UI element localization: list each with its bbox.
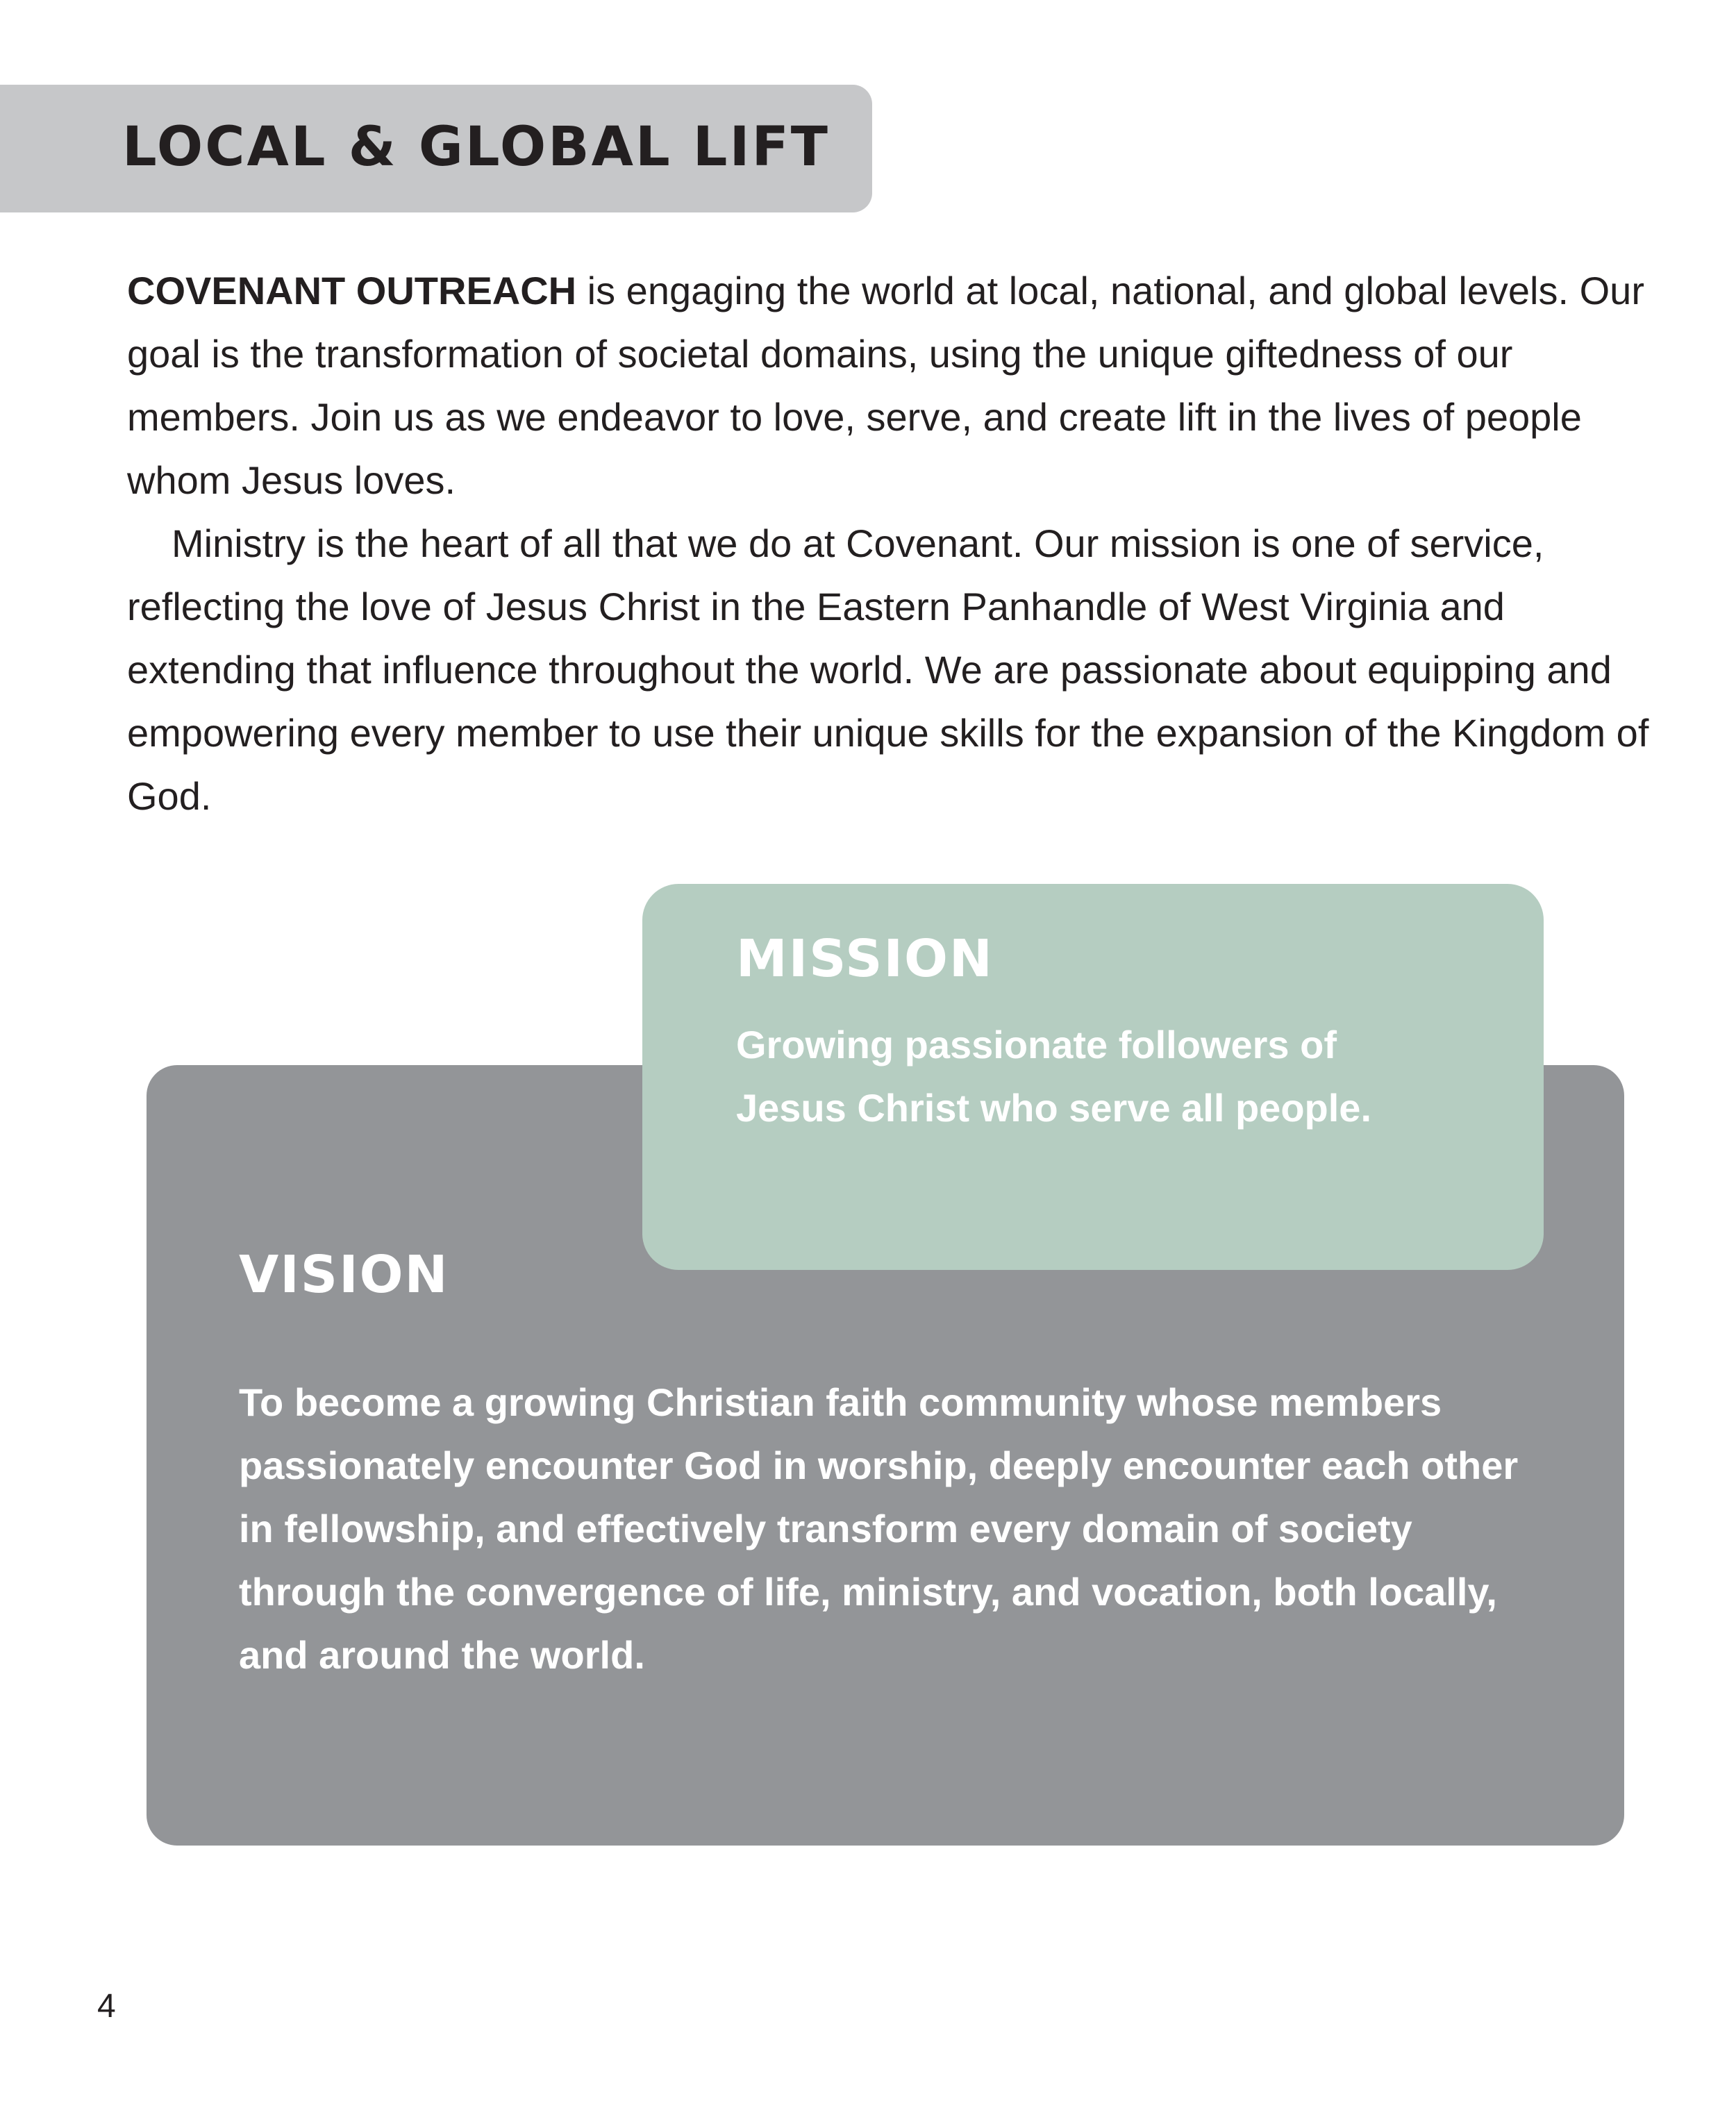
- intro-text: [127, 259, 1676, 828]
- vision-text: To become a growing Christian faith community whose members passionately encounter God in worship, deeply encounter each other in fellowship, and effectively transform every domain of society through the convergence of life, ministry, and vocation, both locally, and around the world.: [239, 1380, 1519, 1677]
- vision-heading: VISION: [239, 1245, 449, 1305]
- intro-paragraph-2: Ministry is the heart of all that we do at Covenant. Our mission is one of service, reflecting the love of Jesus Christ in the Eastern Panhandle of West Virginia and extending that influence throughout the world. We are passionate about equipping and empowering every member to use their unique skills for the expansion of the Kingdom of God.: [127, 521, 1649, 818]
- page-number: 4: [97, 1988, 116, 2025]
- section-title-tab: [0, 85, 872, 212]
- intro-lead-bold: COVENANT OUTREACH: [127, 269, 577, 312]
- mission-heading: MISSION: [736, 929, 994, 989]
- page-title: LOCAL & GLOBAL LIFT: [122, 116, 831, 178]
- mission-text: Growing passionate followers of Jesus Christ who serve all people.: [736, 1023, 1372, 1130]
- mission-box: [642, 884, 1544, 1270]
- intro-paragraph-1: [127, 259, 1676, 512]
- intro-lead-rest: is engaging the world at local, national, and global levels. Our goal is the transformation of societal domains, using the unique giftedness of our members. Join us as we endeavor to love, serve, and create lift in the lives of people whom Jesus loves.: [127, 269, 1644, 502]
